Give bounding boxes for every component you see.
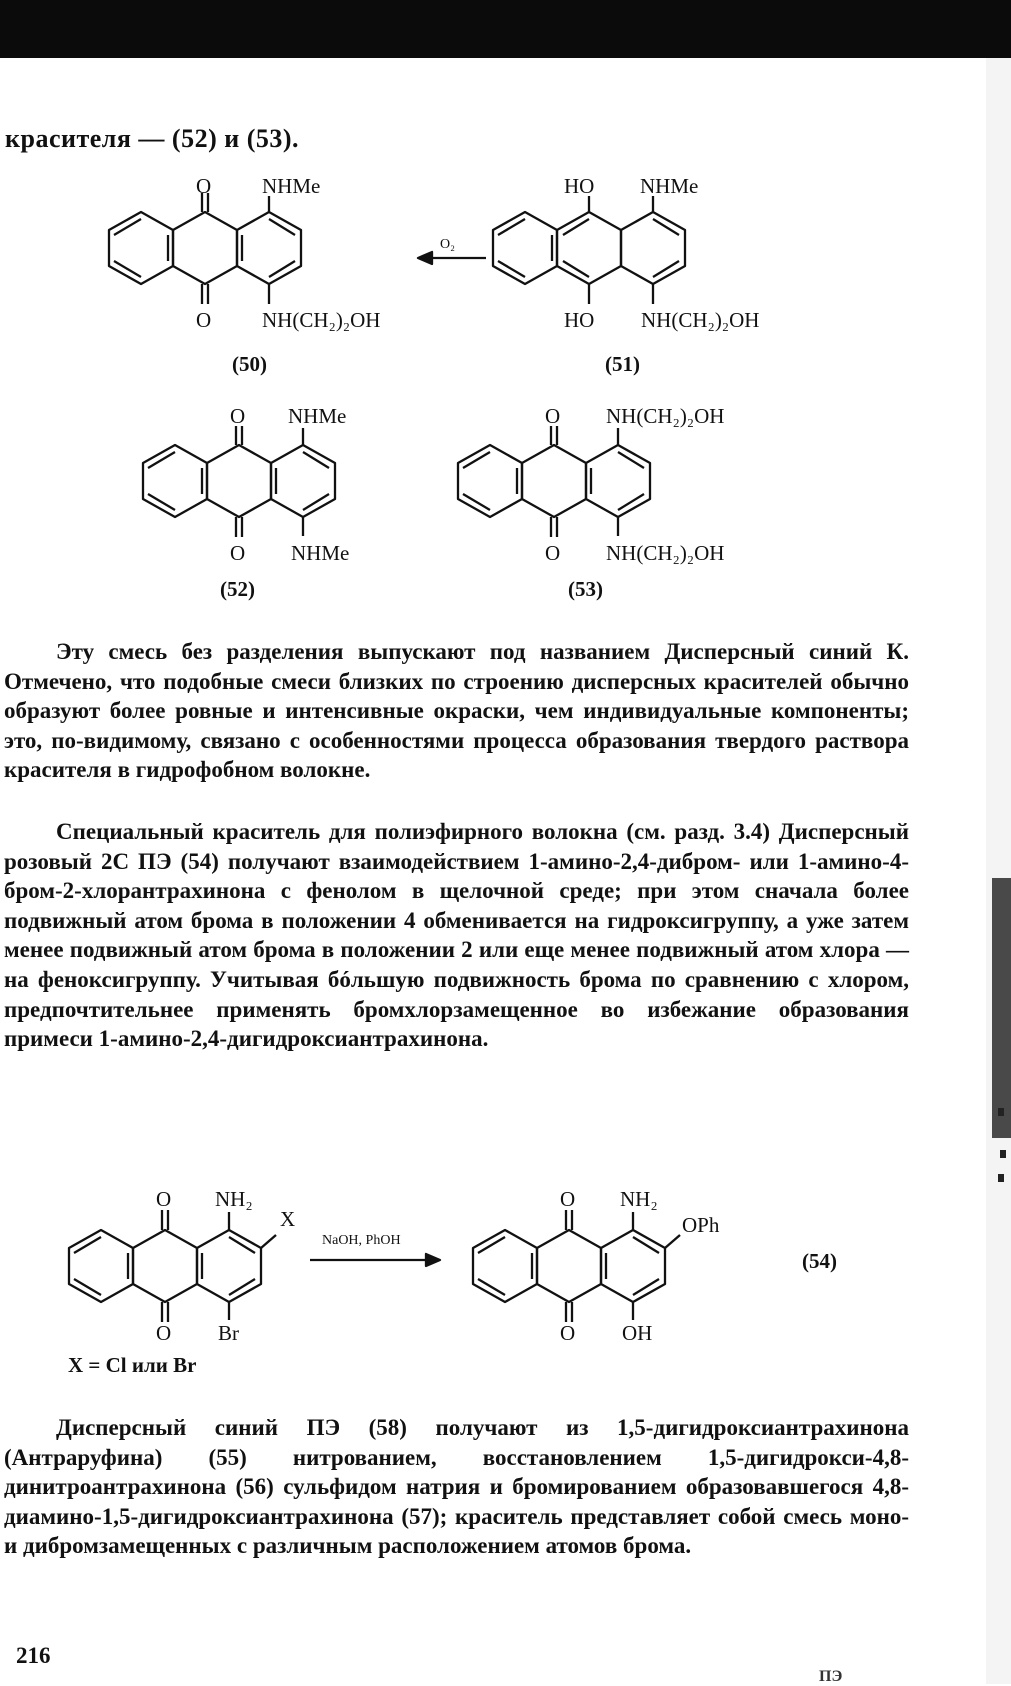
s52-top-atom: O [230,404,246,428]
paragraph-1: Эту смесь без разделения выпускают под названием Дисперсный синий К. Отмечено, что подобные смеси близких по строению дисперсных красителей обычно образуют более ровные и интенсивные окраски, чем индивидуальные компоненты; это, по-видимому, связано с особенностями процесса образования твердого раствора красителя в гидрофобном волокне. [4,639,909,783]
structure-51 [493,196,685,304]
s51-top-atom: HO [564,174,595,198]
reagent-sub2: X [280,1207,296,1231]
reagent-sub1: NH₂ [215,1187,253,1211]
paragraph-2: Специальный краситель для полиэфирного волокна (см. разд. 3.4) Дисперсный розовый 2С ПЭ (54) получают взаимодействием 1-амино-2,4-дибром- или 1-амино-4-бром-2-хлорантрахинона с фенолом в щелочной среде; при этом сначала более подвижный атом брома в положении 4 обменивается на гидроксигруппу, а уже затем менее подвижный атом брома в положении 2 или еще менее подвижный атом хлора — на феноксигруппу. Учитывая бóльшую подвижность брома по сравнению с хлором, предпочтительнее применять бромхлорзамещенное во избежание образования примеси 1-амино-2,4-дигидроксиантрахинона. [4,819,909,1052]
paragraph-3: Дисперсный синий ПЭ (58) получают из 1,5-дигидроксиантрахинона (Антраруфина) (55) нитрованием, восстановлением 1,5-дигидрокси-4,8-динитроантрахинона (56) сульфидом натрия и бромированием образовавшегося 4,8-диамино-1,5-дигидроксиантрахинона (57); краситель представляет собой смесь моно- и дибромзамещенных с различным расположением атомов брома. [4,1415,909,1559]
s53-sub1: NH(CH₂)₂OH [606,404,725,428]
structure-reagent [69,1210,276,1322]
reagent-sub4: Br [218,1321,239,1345]
oxidation-reagent: O₂ [440,237,455,252]
footer-fragment: ПЭ [819,1668,843,1685]
p54-sub1: NH₂ [620,1187,658,1211]
s52-sub1: NHMe [288,404,347,428]
s51-bottom-atom: HO [564,308,595,332]
p54-sub2: OPh [682,1213,720,1237]
s52-label: (52) [220,577,255,601]
s50-sub4: NH(CH₂)₂OH [262,308,381,332]
p54-label: (54) [802,1249,837,1273]
oxidation-arrow-head [418,252,432,264]
structure-54 [473,1210,680,1322]
structure-53 [458,426,650,537]
page-number: 216 [16,1643,51,1668]
reagent-top-atom: O [156,1187,172,1211]
s50-bottom-atom: O [196,308,212,332]
s53-sub4: NH(CH₂)₂OH [606,541,725,565]
s51-sub1: NHMe [640,174,699,198]
reagent-bottom-atom: O [156,1321,172,1345]
p54-bottom-atom: O [560,1321,576,1345]
s51-sub4: NH(CH₂)₂OH [641,308,760,332]
substitution-reagents: NaOH, PhOH [322,1233,401,1248]
s53-label: (53) [568,577,603,601]
substitution-arrow-head [426,1254,440,1266]
intro-line: красителя — (52) и (53). [5,124,300,153]
s50-sub1: NHMe [262,174,321,198]
structure-52 [143,426,335,537]
p54-sub4: OH [622,1321,653,1345]
structure-50 [109,193,301,304]
p54-top-atom: O [560,1187,576,1211]
s50-label: (50) [232,352,267,376]
s51-label: (51) [605,352,640,376]
s52-bottom-atom: O [230,541,246,565]
s50-top-atom: O [196,174,212,198]
x-definition: X = Cl или Br [68,1353,197,1377]
s53-bottom-atom: O [545,541,561,565]
s53-top-atom: O [545,404,561,428]
s52-sub4: NHMe [291,541,350,565]
